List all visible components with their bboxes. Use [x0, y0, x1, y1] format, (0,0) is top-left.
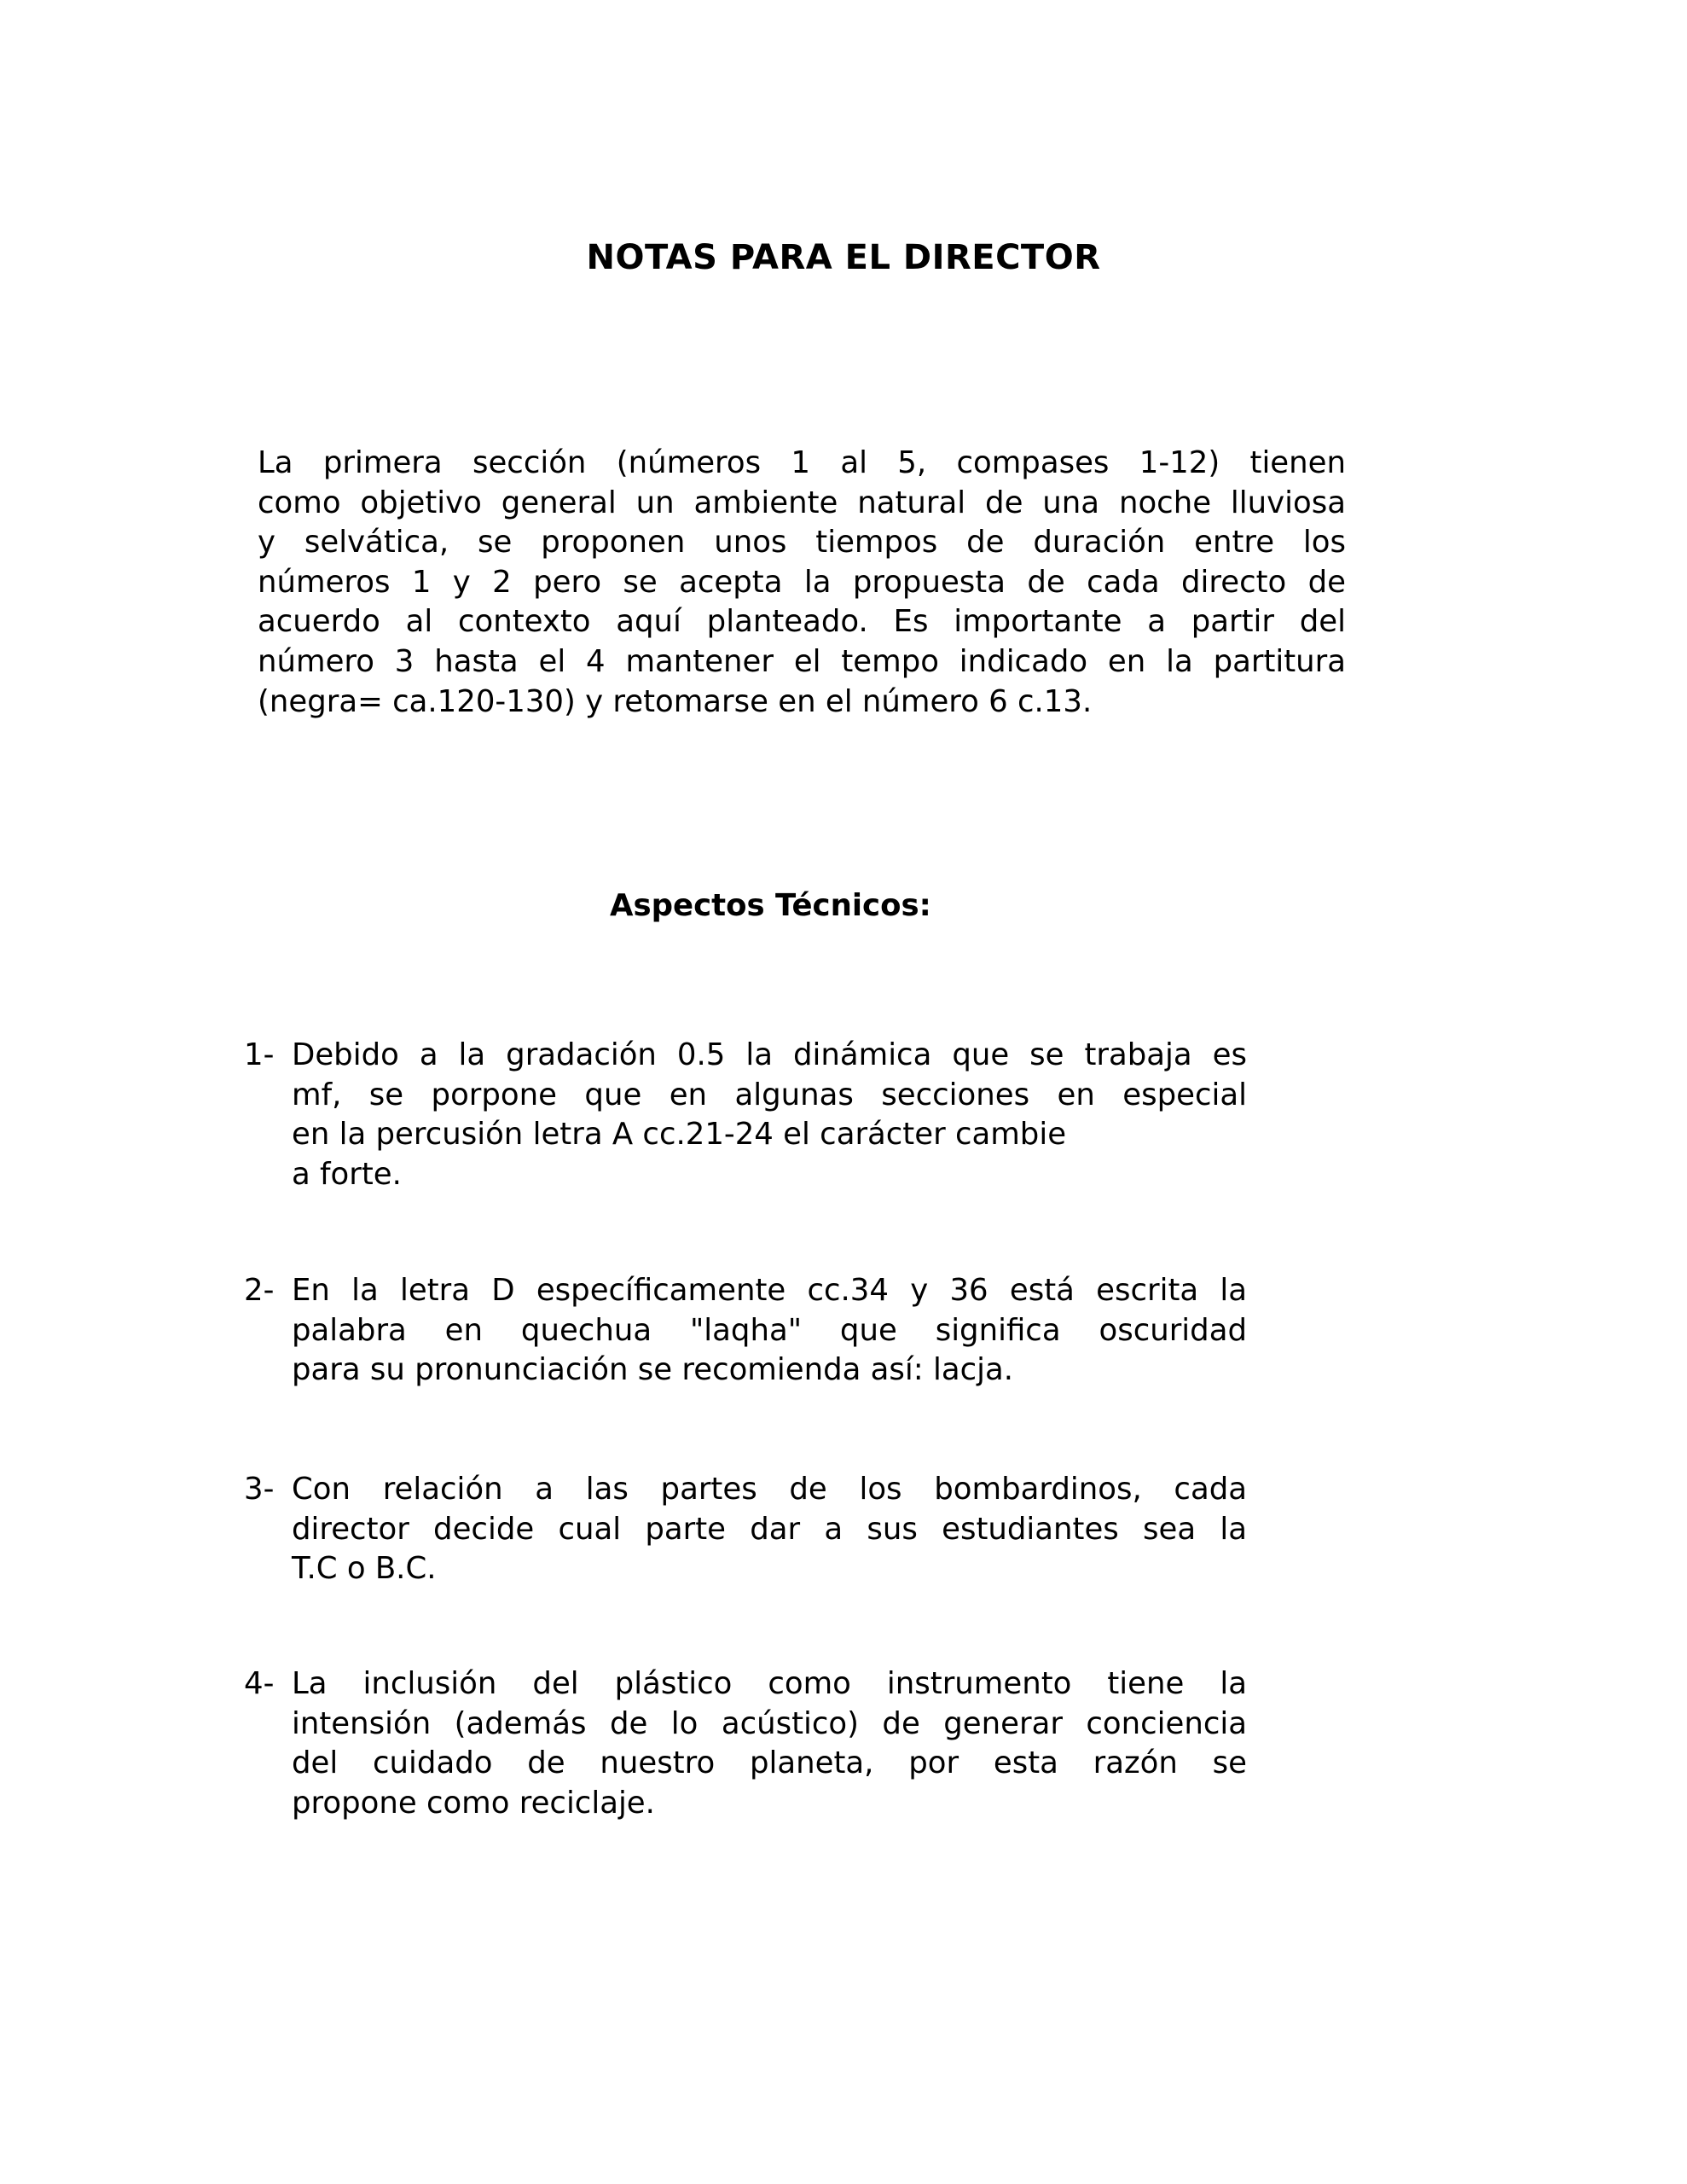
item-line: palabra en quechua "laqha" que significa oscuridad — [292, 1312, 1247, 1348]
item-line: T.C o B.C. — [292, 1551, 437, 1587]
item-line: Debido a la gradación 0.5 la dinámica que se trabaja es — [292, 1037, 1247, 1072]
item-body — [292, 1271, 1247, 1391]
intro-line: (negra= ca.120-130) y retomarse en el número 6 c.13. — [258, 683, 1093, 719]
item-line: director decide cual parte dar a sus estudiantes sea la — [292, 1511, 1247, 1547]
item-line: intensión (además de lo acústico) de generar conciencia — [292, 1705, 1247, 1741]
intro-line: como objetivo general un ambiente natural de una noche lluviosa — [258, 485, 1346, 520]
item-line: Con relación a las partes de los bombardinos, cada — [292, 1472, 1247, 1507]
intro-line: acuerdo al contexto aquí planteado. Es importante a partir del — [258, 604, 1346, 640]
document-title: NOTAS PARA EL DIRECTOR — [586, 238, 1101, 277]
item-number: 4- — [244, 1666, 275, 1701]
item-body — [292, 1664, 1247, 1823]
intro-line: número 3 hasta el 4 mantener el tempo indicado en la partitura — [258, 643, 1346, 679]
item-line: para su pronunciación se recomienda así: lacja. — [292, 1352, 1014, 1388]
item-number: 3- — [244, 1472, 275, 1507]
item-number: 2- — [244, 1273, 275, 1308]
item-line: del cuidado de nuestro planeta, por esta razón se — [292, 1745, 1247, 1781]
item-line: a forte. — [292, 1156, 402, 1192]
item-line: En la letra D específicamente cc.34 y 36 está escrita la — [292, 1273, 1247, 1308]
item-line: La inclusión del plástico como instrumento tiene la — [292, 1666, 1247, 1701]
intro-line: y selvática, se proponen unos tiempos de duración entre los — [258, 525, 1346, 561]
item-line: en la percusión letra A cc.21-24 el carácter cambie — [292, 1117, 1067, 1153]
intro-paragraph — [258, 444, 1346, 722]
item-number: 1- — [244, 1037, 275, 1072]
intro-line: números 1 y 2 pero se acepta la propuesta de cada directo de — [258, 564, 1346, 600]
item-line: propone como reciclaje. — [292, 1785, 655, 1821]
section-heading: Aspectos Técnicos: — [610, 888, 931, 923]
item-body — [292, 1470, 1247, 1589]
item-body — [292, 1036, 1247, 1194]
item-line: mf, se porpone que en algunas secciones en especial — [292, 1077, 1247, 1112]
intro-line: La primera sección (números 1 al 5, compases 1-12) tienen — [258, 445, 1346, 480]
